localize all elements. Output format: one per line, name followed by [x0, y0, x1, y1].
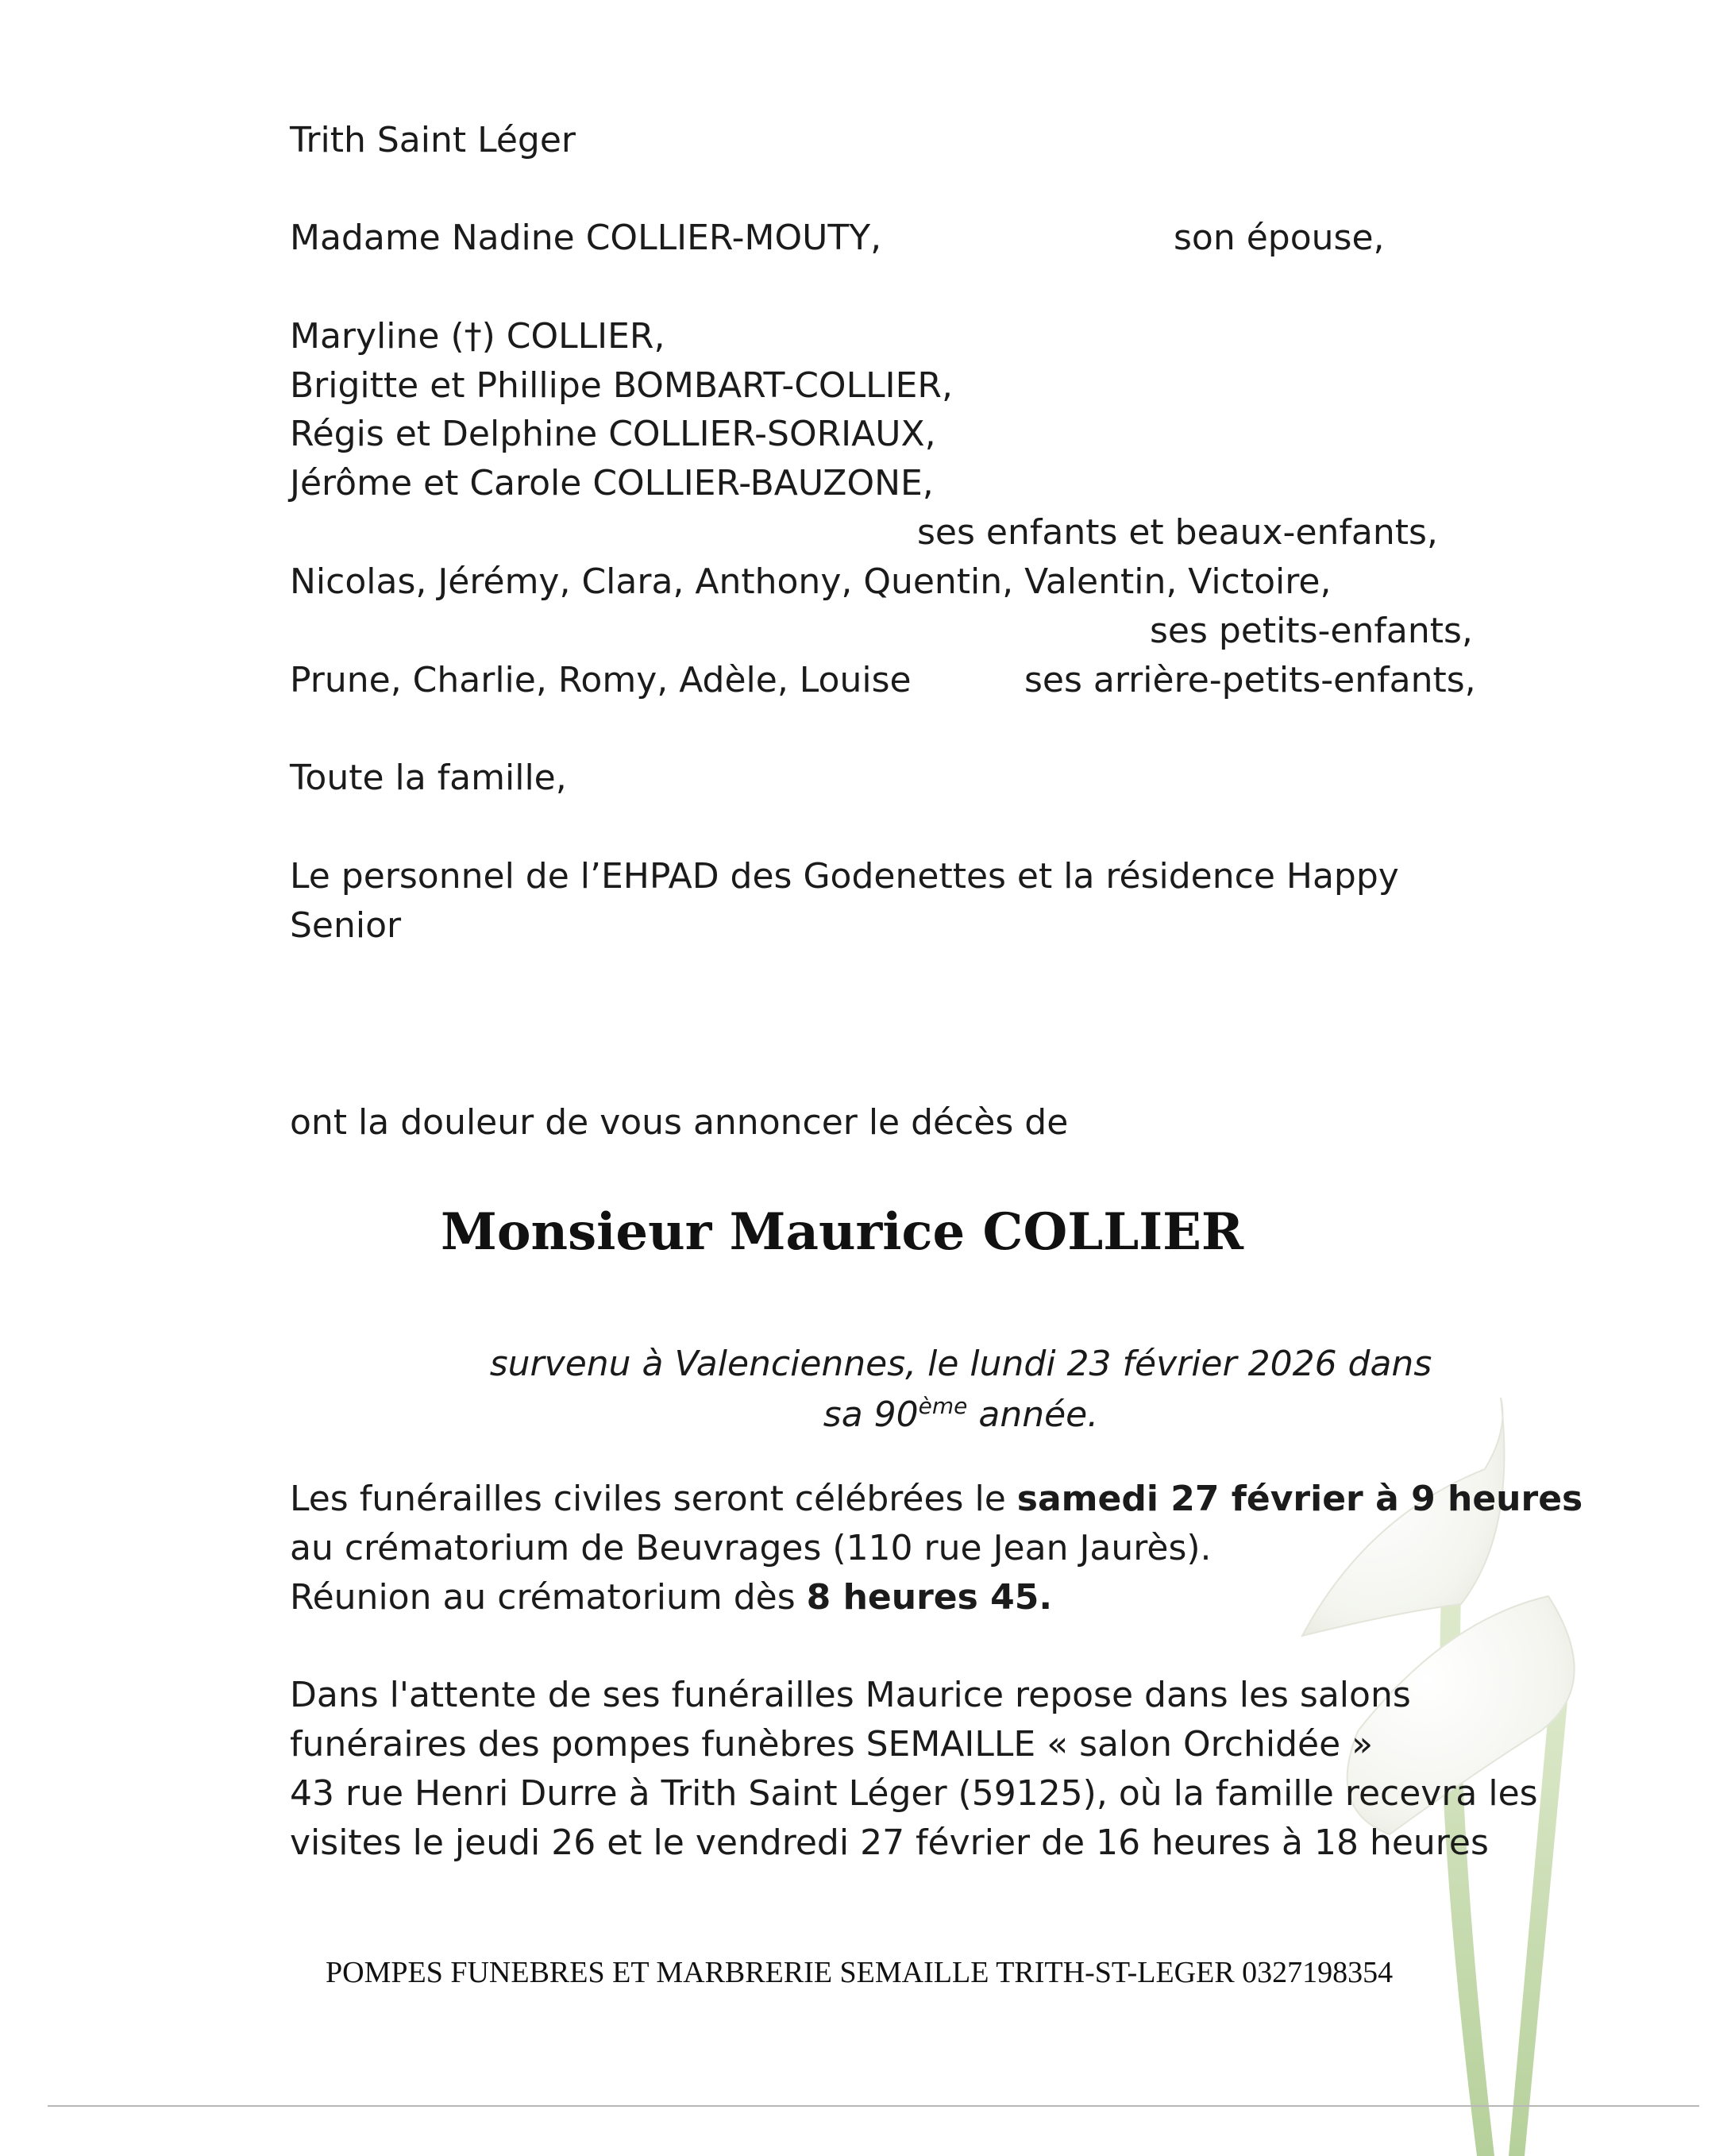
death-line-2 [445, 1390, 1477, 1441]
grandchildren-relation: ses petits-enfants, [1150, 611, 1473, 651]
death-details [445, 1339, 1477, 1441]
family-line: Toute la famille, [290, 758, 567, 798]
spouse-relation: son épouse, [1174, 218, 1385, 258]
grandchildren-names: Nicolas, Jérémy, Clara, Anthony, Quentin, Valentin, Victoire, [290, 561, 1332, 602]
visits-line-2: funéraires des pompes funèbres SEMAILLE « salon Orchidée » [290, 1724, 1374, 1765]
funeral-line-1 [290, 1478, 1583, 1521]
deceased-name: Monsieur Maurice COLLIER [441, 1202, 1244, 1262]
funeral-intro: Les funérailles civiles seront célébrées le [290, 1479, 1017, 1519]
meeting-time: 8 heures 45. [806, 1577, 1053, 1618]
death-age-prefix: sa 90 [823, 1394, 919, 1435]
funeral-line-3 [290, 1576, 1052, 1619]
great-grandchildren-names: Prune, Charlie, Romy, Adèle, Louise [290, 660, 912, 700]
funeral-date: samedi 27 février à 9 heures [1016, 1479, 1583, 1519]
death-line-1: survenu à Valenciennes, le lundi 23 février 2026 dans [489, 1344, 1432, 1384]
announcement-line: ont la douleur de vous annoncer le décès de [290, 1102, 1069, 1143]
spouse-name: Madame Nadine COLLIER-MOUTY, [290, 218, 882, 258]
staff-line-1: Le personnel de l’EHPAD des Godenettes et la résidence Happy [290, 856, 1399, 897]
funeral-home-footer: POMPES FUNEBRES ET MARBRERIE SEMAILLE TRITH-ST-LEGER 0327198354 [326, 1956, 1394, 1989]
child-4: Jérôme et Carole COLLIER-BAUZONE, [290, 463, 934, 503]
visits-line-1: Dans l'attente de ses funérailles Maurice repose dans les salons [290, 1675, 1411, 1715]
meeting-intro: Réunion au crématorium dès [290, 1577, 807, 1618]
bottom-divider [48, 2105, 1699, 2107]
funeral-line-2: au crématorium de Beuvrages (110 rue Jean Jaurès). [290, 1528, 1212, 1568]
location-line: Trith Saint Léger [290, 120, 576, 160]
child-1: Maryline (†) COLLIER, [290, 316, 665, 357]
children-relation: ses enfants et beaux-enfants, [917, 512, 1438, 553]
visits-line-3: 43 rue Henri Durre à Trith Saint Léger (59125), où la famille recevra les [290, 1773, 1538, 1814]
child-3: Régis et Delphine COLLIER-SORIAUX, [290, 414, 936, 454]
great-grandchildren-relation: ses arrière-petits-enfants, [1024, 660, 1476, 700]
child-2: Brigitte et Phillipe BOMBART-COLLIER, [290, 365, 953, 406]
staff-line-2: Senior [290, 905, 402, 946]
visits-line-4: visites le jeudi 26 et le vendredi 27 février de 16 heures à 18 heures [290, 1822, 1489, 1863]
death-age-sup: ème [918, 1393, 968, 1419]
death-age-suffix: année. [967, 1394, 1099, 1435]
